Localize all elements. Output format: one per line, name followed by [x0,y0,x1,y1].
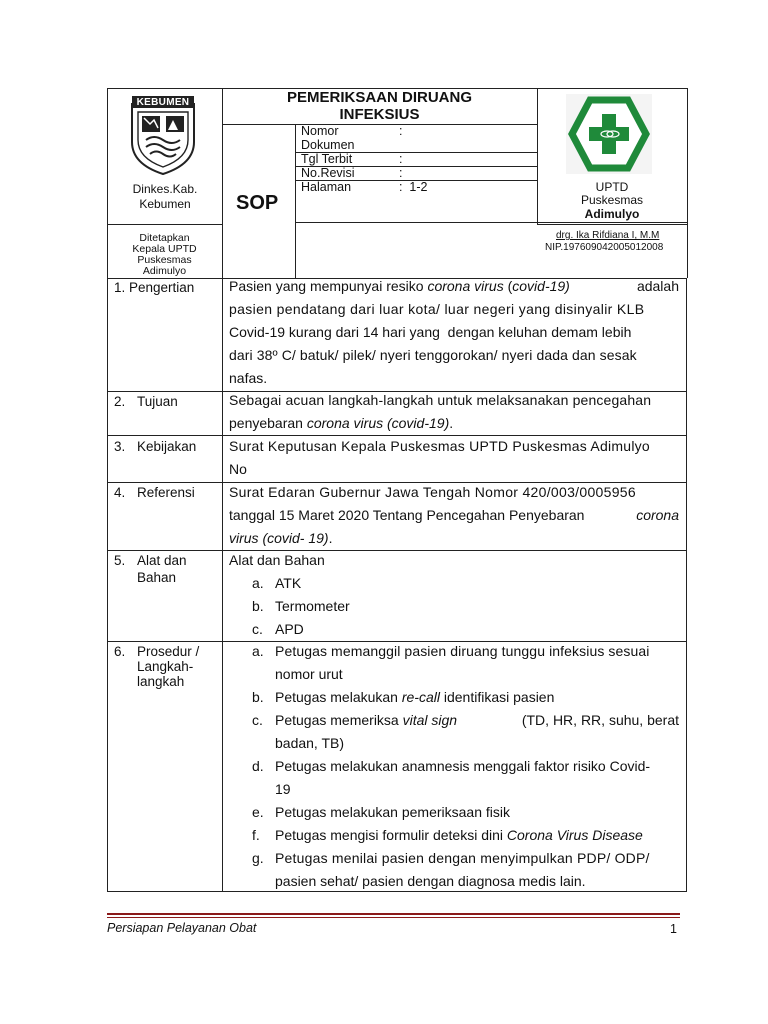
ditetapkan-4: Adimulyo [142,265,187,277]
puskesmas-logo [566,94,652,174]
sop-label: SOP [236,192,279,214]
referensi-line-1: Surat Edaran Gubernur Jawa Tengah Nomor 420/003/0005956 [229,484,636,500]
alat-num: 5. [114,553,126,568]
kebijakan-text [229,435,679,481]
meta-tgl-label: Tgl Terbit [301,152,353,166]
alat-heading: Alat dan Bahan [229,552,325,568]
org-right-3: Adimulyo [584,207,640,221]
doc-title-line2: INFEKSIUS [339,106,420,123]
list-item: c. Petugas memeriksa vital sign (TD, HR, RR, suhu, berat badan, TB) [252,712,679,751]
signer-nip: NIP.197609042005012008 [545,242,664,253]
pengertian-line-4: dari 38º C/ batuk/ pilek/ nyeri tenggorokan/ nyeri dada dan sesak [229,347,637,363]
org-right-2: Puskesmas [580,193,644,207]
footer-rule-top [107,913,680,915]
kebijakan-line-1: Surat Keputusan Kepala Puskesmas UPTD Puskesmas Adimulyo [229,438,650,454]
tujuan-text [229,389,679,435]
signer-name: drg. Ika Rifdiana I, M.M [556,230,660,241]
footer-title: Persiapan Pelayanan Obat [107,921,257,935]
referensi-line-2: tanggal 15 Maret 2020 Tentang Pencegahan Penyebaran corona [229,507,679,523]
tujuan-num: 2. [114,394,126,409]
prosedur-label-3: langkah [137,674,185,689]
pengertian-line-2: pasien pendatang dari luar kota/ luar negeri yang disinyalir KLB [229,301,645,317]
pengertian-line-1: Pasien yang mempunyai resiko corona virus (covid-19) adalah [229,278,679,294]
kebijakan-label: Kebijakan [137,439,197,454]
tujuan-line-2: penyebaran corona virus (covid-19). [229,415,454,431]
meta-revisi-value: : [399,166,403,180]
ditetapkan-3: Puskesmas [137,254,192,266]
org-left: Dinkes.Kab. Kebumen [132,182,198,211]
list-item: b. Petugas melakukan re-call identifikasi pasien [252,689,555,705]
referensi-line-3: virus (covid- 19). [229,530,333,546]
alat-list [229,549,679,641]
meta-revisi-label: No.Revisi [301,166,355,180]
alat-label-2: Bahan [137,570,177,585]
pengertian-line-3: Covid-19 kurang dari 14 hari yang dengan keluhan demam lebih [229,324,632,340]
prosedur-num: 6. [114,644,126,659]
meta-nomor-value: : [399,124,403,138]
list-item: b. Termometer [252,598,350,614]
page-number: 1 [670,922,677,936]
meta-halaman-value: : 1-2 [399,180,428,194]
referensi-label: Referensi [137,485,195,500]
meta-halaman-label: Halaman [301,180,352,194]
tujuan-line-1: Sebagai acuan langkah-langkah untuk melaksanakan pencegahan [229,392,652,408]
list-item: e. Petugas melakukan pemeriksaan fisik [252,804,511,820]
org-right-1: UPTD [595,180,629,194]
list-item: g. Petugas menilai pasien dengan menyimpulkan PDP/ ODP/ pasien sehat/ pasien dengan diagnosa medis lain. [252,850,650,889]
ditetapkan-2: Kepala UPTD [132,243,197,255]
kebijakan-num: 3. [114,439,126,454]
meta-nomor-label: Nomor [301,124,339,138]
logo-text: KEBUMEN [136,97,190,108]
prosedur-label-2: Langkah- [137,659,194,674]
list-item: f. Petugas mengisi formulir deteksi dini Corona Virus Disease [252,827,643,843]
doc-title-line1: PEMERIKSAAN DIRUANG [286,89,472,106]
list-item: d. Petugas melakukan anamnesis menggali faktor risiko Covid- 19 [252,758,651,797]
meta-nomor-label2: Dokumen [301,138,355,152]
referensi-num: 4. [114,485,126,500]
list-item: a. Petugas memanggil pasien diruang tunggu infeksius sesuai nomor urut [252,643,650,682]
pengertian-label: 1. Pengertian [114,280,195,295]
meta-tgl-value: : [399,152,403,166]
referensi-text [229,481,679,550]
pengertian-text [229,275,679,390]
list-item: a. ATK [252,575,302,591]
alat-label-1: Alat dan [137,553,187,568]
list-item: c. APD [252,621,304,637]
footer-rule-bottom [107,917,680,918]
ditetapkan-1: Ditetapkan [139,232,190,244]
tujuan-label: Tujuan [137,394,178,409]
prosedur-label-1: Prosedur / [137,644,200,659]
kebijakan-line-2: No [229,461,247,477]
pengertian-line-5: nafas. [229,370,268,386]
prosedur-list [229,640,679,893]
